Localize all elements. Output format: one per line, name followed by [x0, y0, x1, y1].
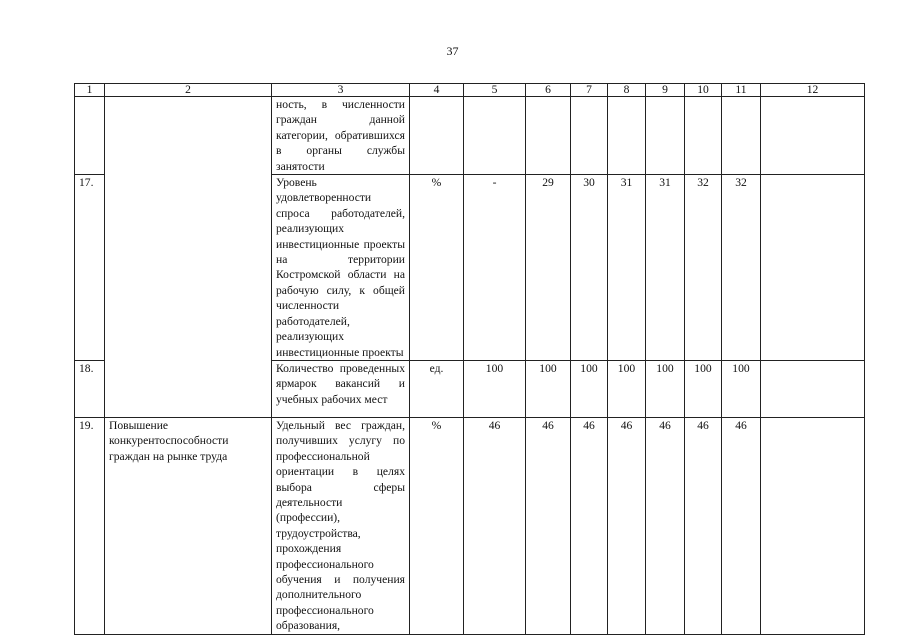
value-cell: 46	[722, 417, 761, 634]
value-cell	[608, 97, 646, 175]
note-cell	[761, 417, 865, 634]
table-row	[75, 97, 865, 175]
header-row	[75, 84, 865, 97]
value-cell: 100	[464, 360, 526, 417]
column-header: 10	[685, 84, 722, 97]
value-cell: 46	[608, 417, 646, 634]
value-cell: 100	[685, 360, 722, 417]
value-cell: 46	[571, 417, 608, 634]
value-cell	[646, 97, 685, 175]
unit-cell: %	[410, 175, 464, 361]
page-number: 37	[446, 44, 459, 58]
value-cell: 46	[464, 417, 526, 634]
note-cell	[761, 175, 865, 361]
column-header: 4	[410, 84, 464, 97]
value-cell: 100	[646, 360, 685, 417]
value-cell: 100	[526, 360, 571, 417]
column-header: 8	[608, 84, 646, 97]
row-number: 17.	[75, 175, 105, 361]
value-cell: 46	[646, 417, 685, 634]
column-header: 3	[272, 84, 410, 97]
value-cell: 100	[722, 360, 761, 417]
row-number: 19.	[75, 417, 105, 634]
column-header: 7	[571, 84, 608, 97]
note-cell	[761, 360, 865, 417]
unit-cell: %	[410, 417, 464, 634]
indicator-cell: Уровень удовлетворенности спроса работодателей, реализующих инвестиционные проекты на территории Костромской области на рабочую силу, к общей численности работодателей, реализующих инвестиционные проекты	[272, 175, 410, 361]
value-cell: 29	[526, 175, 571, 361]
row-number	[75, 97, 105, 175]
value-cell: 100	[608, 360, 646, 417]
column-header: 2	[105, 84, 272, 97]
indicator-cell: Удельный вес граждан, получивших услугу по профессиональной ориентации в целях выбора сферы деятельности (профессии), трудоустройства, прохождения профессионального обучения и получения дополнительного профессионального образования,	[272, 417, 410, 634]
value-cell: 46	[685, 417, 722, 634]
value-cell: 46	[526, 417, 571, 634]
value-cell	[722, 97, 761, 175]
unit-cell: ед.	[410, 360, 464, 417]
goal-cell	[105, 97, 272, 418]
value-cell: 30	[571, 175, 608, 361]
table-row	[75, 417, 865, 634]
column-header: 6	[526, 84, 571, 97]
column-header: 11	[722, 84, 761, 97]
value-cell: 31	[608, 175, 646, 361]
value-cell: 32	[722, 175, 761, 361]
column-header: 9	[646, 84, 685, 97]
indicators-table	[74, 83, 865, 635]
unit-cell	[410, 97, 464, 175]
indicator-cell: ность, в численности граждан данной категории, обратившихся в органы службы занятости	[272, 97, 410, 175]
value-cell: -	[464, 175, 526, 361]
value-cell	[526, 97, 571, 175]
column-header: 5	[464, 84, 526, 97]
note-cell	[761, 97, 865, 175]
value-cell: 100	[571, 360, 608, 417]
value-cell: 31	[646, 175, 685, 361]
value-cell	[464, 97, 526, 175]
column-header: 1	[75, 84, 105, 97]
value-cell	[571, 97, 608, 175]
value-cell: 32	[685, 175, 722, 361]
indicator-cell: Количество проведенных ярмарок вакансий и учебных рабочих мест	[272, 360, 410, 417]
column-header: 12	[761, 84, 865, 97]
row-number: 18.	[75, 360, 105, 417]
value-cell	[685, 97, 722, 175]
goal-cell: Повышение конкурентоспособности граждан на рынке труда	[105, 417, 272, 634]
